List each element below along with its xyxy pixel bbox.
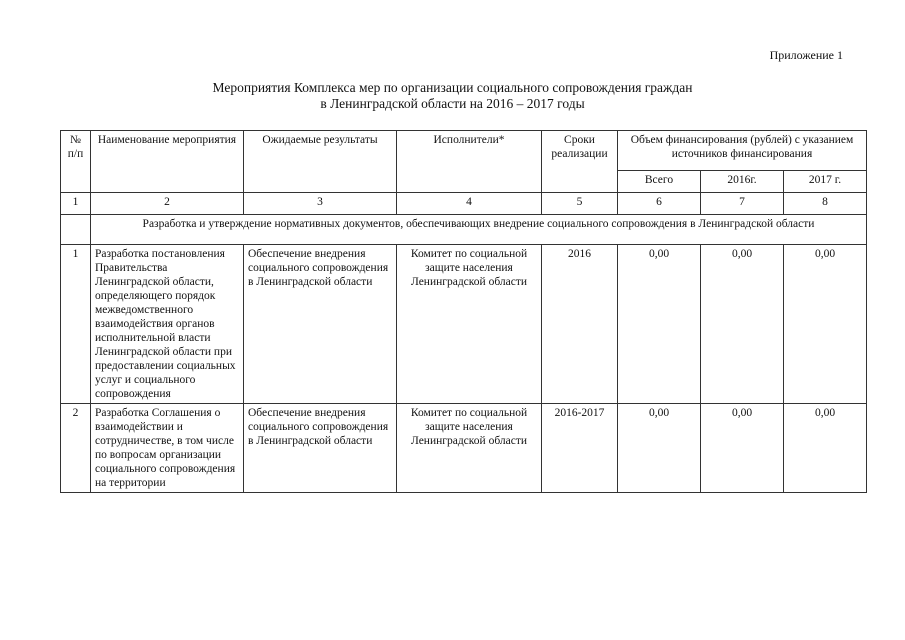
col-number: 7 (701, 193, 784, 215)
row-term: 2016 (542, 245, 618, 404)
header-name: Наименование мероприятия (91, 131, 244, 193)
row-name: Разработка Соглашения о взаимодействии и сотрудничестве, в том числе по вопросам организации социального сопровождения на территории (91, 404, 244, 493)
measures-table (60, 130, 867, 493)
row-2017: 0,00 (784, 404, 867, 493)
row-num: 2 (61, 404, 91, 493)
column-number-row (61, 193, 867, 215)
row-2017: 0,00 (784, 245, 867, 404)
section-title: Разработка и утверждение нормативных документов, обеспечивающих внедрение социального сопровождения в Ленинградской области (91, 215, 867, 245)
row-num: 1 (61, 245, 91, 404)
col-number: 3 (244, 193, 397, 215)
table-row (61, 404, 867, 493)
header-2017: 2017 г. (784, 171, 867, 193)
header-results: Ожидаемые результаты (244, 131, 397, 193)
header-2016: 2016г. (701, 171, 784, 193)
document-title (0, 80, 905, 112)
row-name: Разработка постановления Правительства Ленинградской области, определяющего порядок межведомственного взаимодействия органов исполнительной власти Ленинградской области при предоставлении социальных услуг и социального сопровождения (91, 245, 244, 404)
header-terms: Сроки реализации (542, 131, 618, 193)
row-executor: Комитет по социальной защите населения Ленинградской области (397, 245, 542, 404)
header-total: Всего (618, 171, 701, 193)
col-number: 6 (618, 193, 701, 215)
title-line-2: в Ленинградской области на 2016 – 2017 годы (320, 96, 585, 111)
row-term: 2016-2017 (542, 404, 618, 493)
row-2016: 0,00 (701, 245, 784, 404)
col-number: 4 (397, 193, 542, 215)
title-line-1: Мероприятия Комплекса мер по организации социального сопровождения граждан (212, 80, 693, 95)
col-number: 2 (91, 193, 244, 215)
header-num: № п/п (61, 131, 91, 193)
header-row (61, 131, 867, 171)
row-total: 0,00 (618, 245, 701, 404)
row-result: Обеспечение внедрения социального сопровождения в Ленинградской области (244, 404, 397, 493)
row-total: 0,00 (618, 404, 701, 493)
col-number: 8 (784, 193, 867, 215)
section-row (61, 215, 867, 245)
col-number: 5 (542, 193, 618, 215)
col-number: 1 (61, 193, 91, 215)
row-result: Обеспечение внедрения социального сопровождения в Ленинградской области (244, 245, 397, 404)
row-executor: Комитет по социальной защите населения Ленинградской области (397, 404, 542, 493)
row-2016: 0,00 (701, 404, 784, 493)
appendix-label: Приложение 1 (769, 48, 843, 62)
table-row (61, 245, 867, 404)
header-executors: Исполнители* (397, 131, 542, 193)
header-funding: Объем финансирования (рублей) с указанием источников финансирования (618, 131, 867, 171)
